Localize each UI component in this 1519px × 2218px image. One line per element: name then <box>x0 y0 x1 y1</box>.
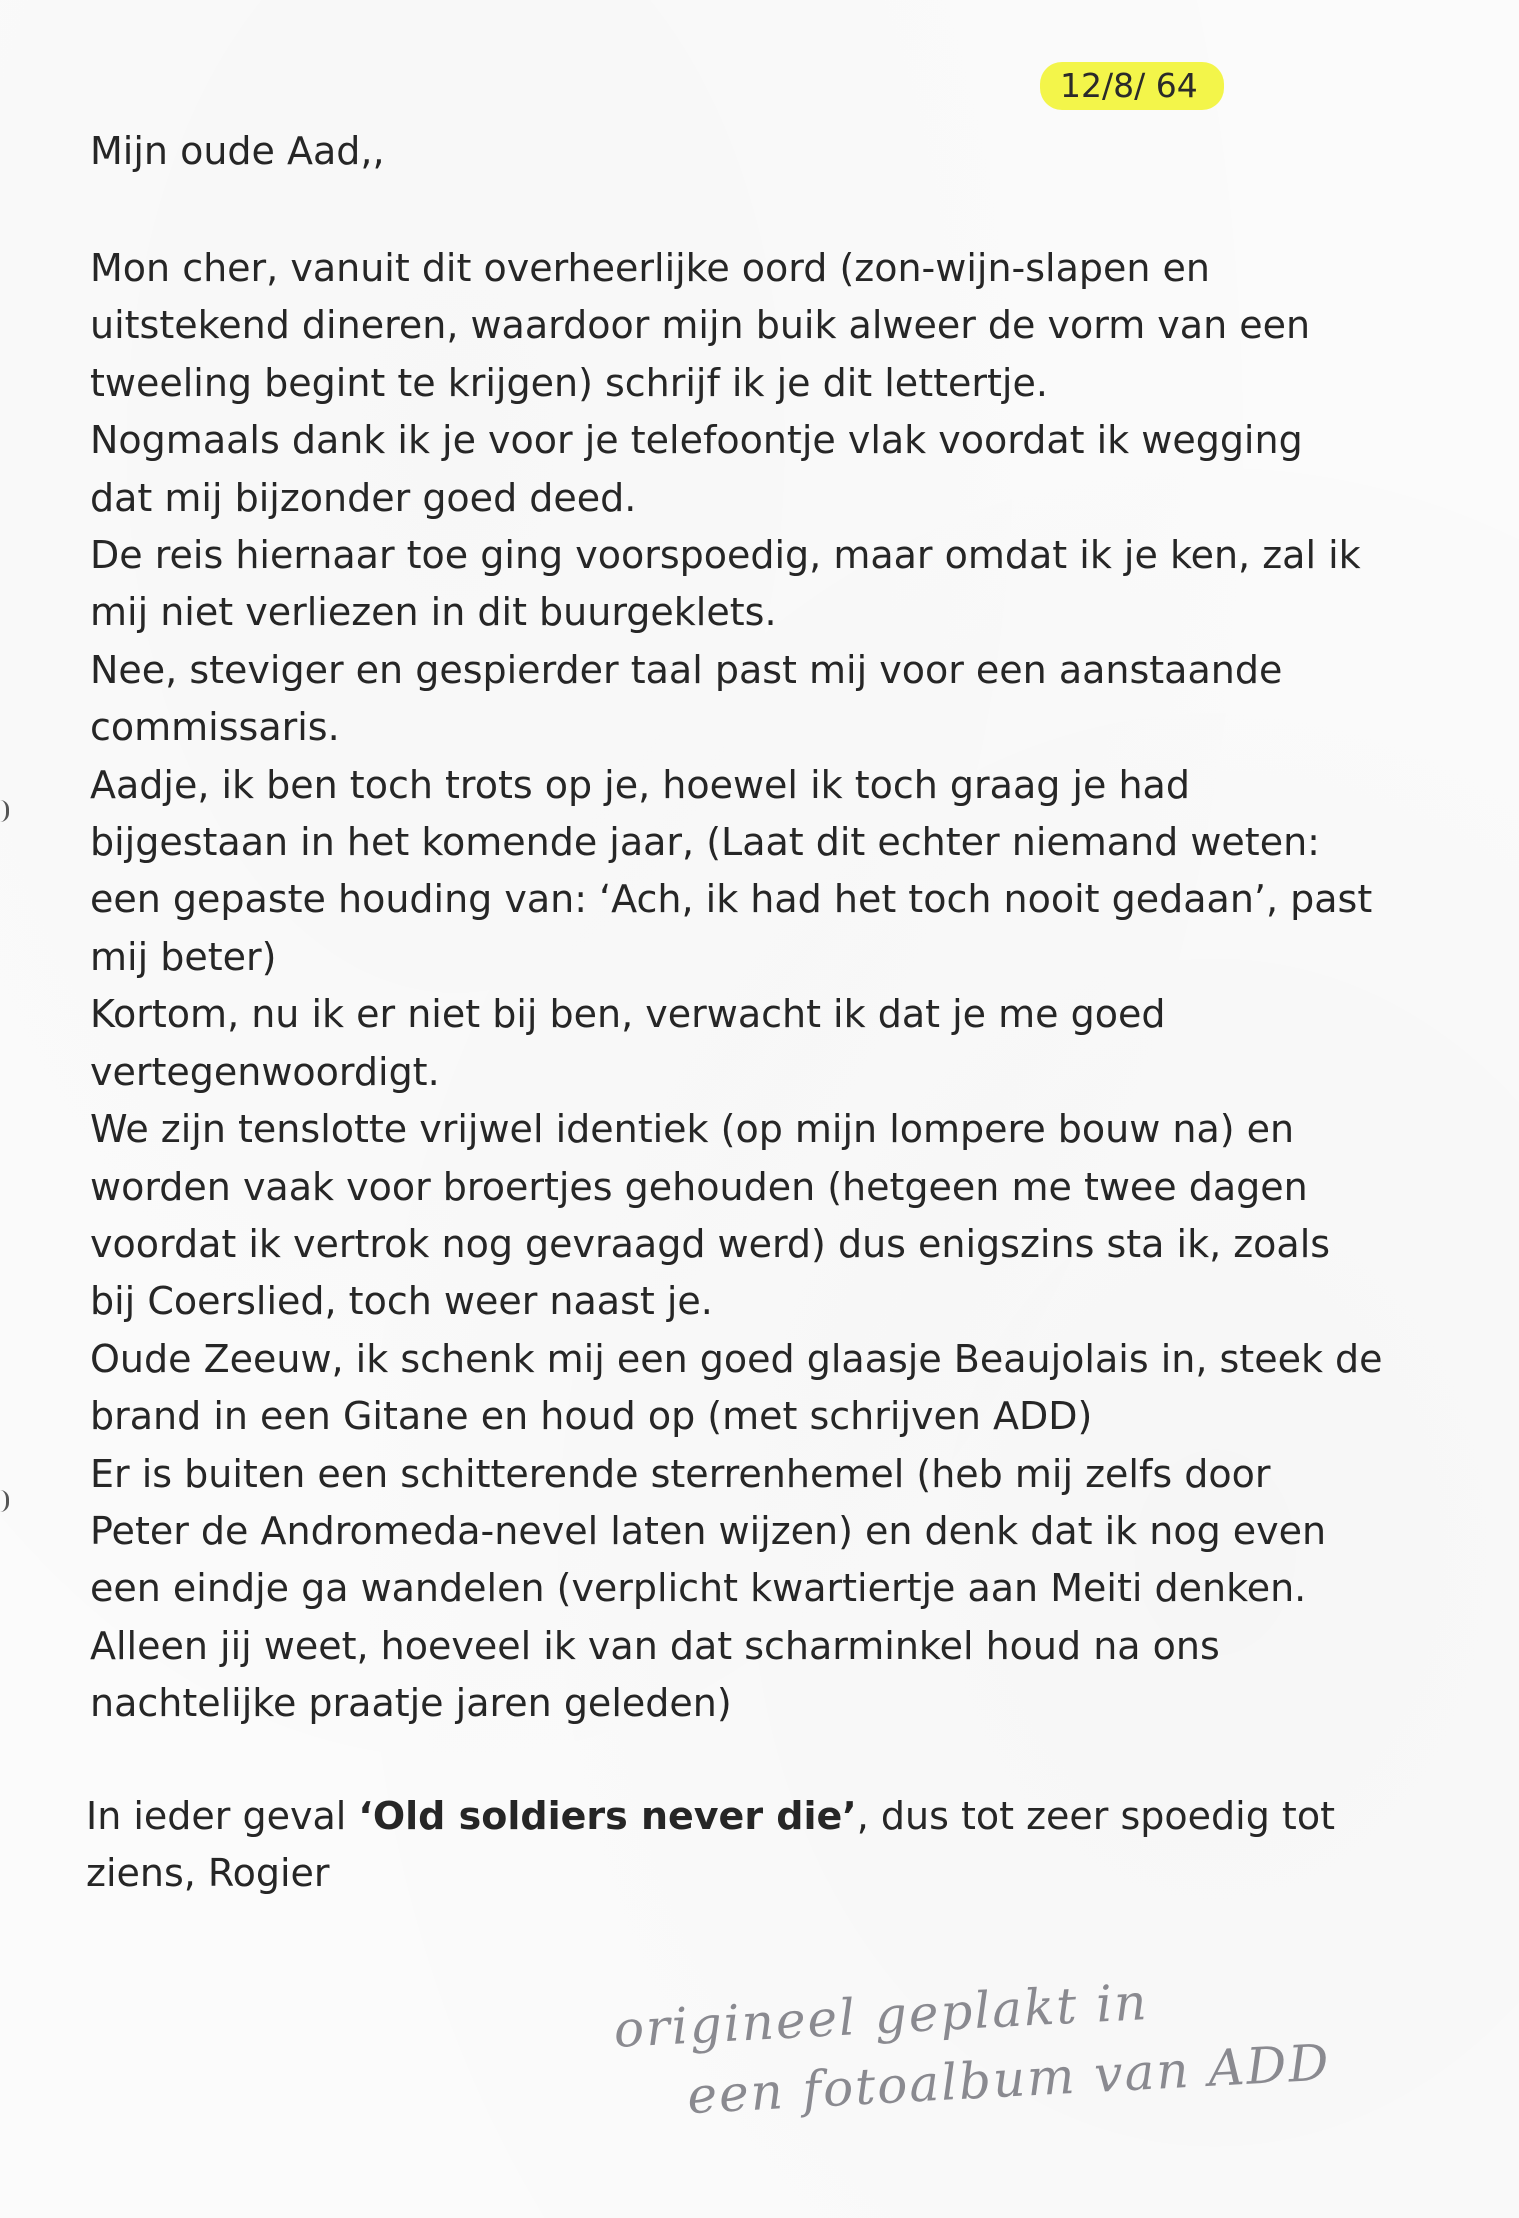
body-line: tweeling begint te krijgen) schrijf ik je dit lettertje. <box>90 360 1048 405</box>
handwritten-note <box>612 1954 1398 2135</box>
body-line: een eindje ga wandelen (verplicht kwartiertje aan Meiti denken. <box>90 1566 1307 1611</box>
body-line: Aadje, ik ben toch trots op je, hoewel ik toch graag je had <box>90 762 1190 807</box>
body-line: We zijn tenslotte vrijwel identiek (op mijn lompere bouw na) en <box>90 1107 1295 1152</box>
punch-hole-mark <box>0 800 9 822</box>
body-line: Oude Zeeuw, ik schenk mij een goed glaasje Beaujolais in, steek de <box>90 1336 1383 1381</box>
body-line: een gepaste houding van: ‘Ach, ik had het toch nooit gedaan’, past <box>90 877 1373 922</box>
body-line: Nee, steviger en gespierder taal past mij voor een aanstaande <box>90 647 1283 692</box>
body-line: mij niet verliezen in dit buurgeklets. <box>90 590 777 635</box>
body-line: vertegenwoordigt. <box>90 1049 440 1094</box>
body-line: Peter de Andromeda-nevel laten wijzen) en denk dat ik nog even <box>90 1508 1327 1553</box>
body-line: voordat ik vertrok nog gevraagd werd) dus enigszins sta ik, zoals <box>90 1221 1331 1266</box>
body-line: Er is buiten een schitterende sterrenhemel (heb mij zelfs door <box>90 1451 1271 1496</box>
letter-body <box>90 240 1470 1733</box>
closing-line <box>86 1788 1466 1845</box>
handwritten-note-line-2: een fotoalbum van ADD <box>685 2033 1332 2126</box>
letter-closing <box>86 1788 1466 1903</box>
body-line: uitstekend dineren, waardoor mijn buik alweer de vorm van een <box>90 303 1311 348</box>
handwritten-note-line-1: origineel geplakt in <box>612 1972 1150 2059</box>
body-line: bij Coerslied, toch weer naast je. <box>90 1279 713 1324</box>
body-line: mij beter) <box>90 934 277 979</box>
body-line: worden vaak voor broertjes gehouden (hetgeen me twee dagen <box>90 1164 1308 1209</box>
letter-date: 12/8/ 64 <box>1060 66 1198 105</box>
body-line: bijgestaan in het komende jaar, (Laat dit echter niemand weten: <box>90 820 1320 865</box>
body-line: commissaris. <box>90 705 340 750</box>
body-line: nachtelijke praatje jaren geleden) <box>90 1681 732 1726</box>
closing-suffix: , dus tot zeer spoedig tot <box>856 1794 1335 1838</box>
closing-prefix: In ieder geval <box>86 1794 359 1838</box>
body-line: Mon cher, vanuit dit overheerlijke oord (zon-wijn-slapen en <box>90 246 1211 290</box>
date-highlight <box>1040 62 1224 110</box>
closing-motto: ‘Old soldiers never die’ <box>358 1794 857 1838</box>
body-line: dat mij bijzonder goed deed. <box>90 475 637 520</box>
punch-hole-mark <box>0 1490 9 1512</box>
body-line: brand in een Gitane en houd op (met schrijven ADD) <box>90 1394 1093 1439</box>
body-line: Alleen jij weet, hoeveel ik van dat scharminkel houd na ons <box>90 1623 1220 1668</box>
body-line: De reis hiernaar toe ging voorspoedig, maar omdat ik je ken, zal ik <box>90 533 1361 578</box>
body-line: Nogmaals dank ik je voor je telefoontje vlak voordat ik wegging <box>90 418 1303 463</box>
salutation: Mijn oude Aad,, <box>90 129 385 173</box>
signature-line: ziens, Rogier <box>86 1851 330 1896</box>
body-line: Kortom, nu ik er niet bij ben, verwacht ik dat je me goed <box>90 992 1166 1037</box>
